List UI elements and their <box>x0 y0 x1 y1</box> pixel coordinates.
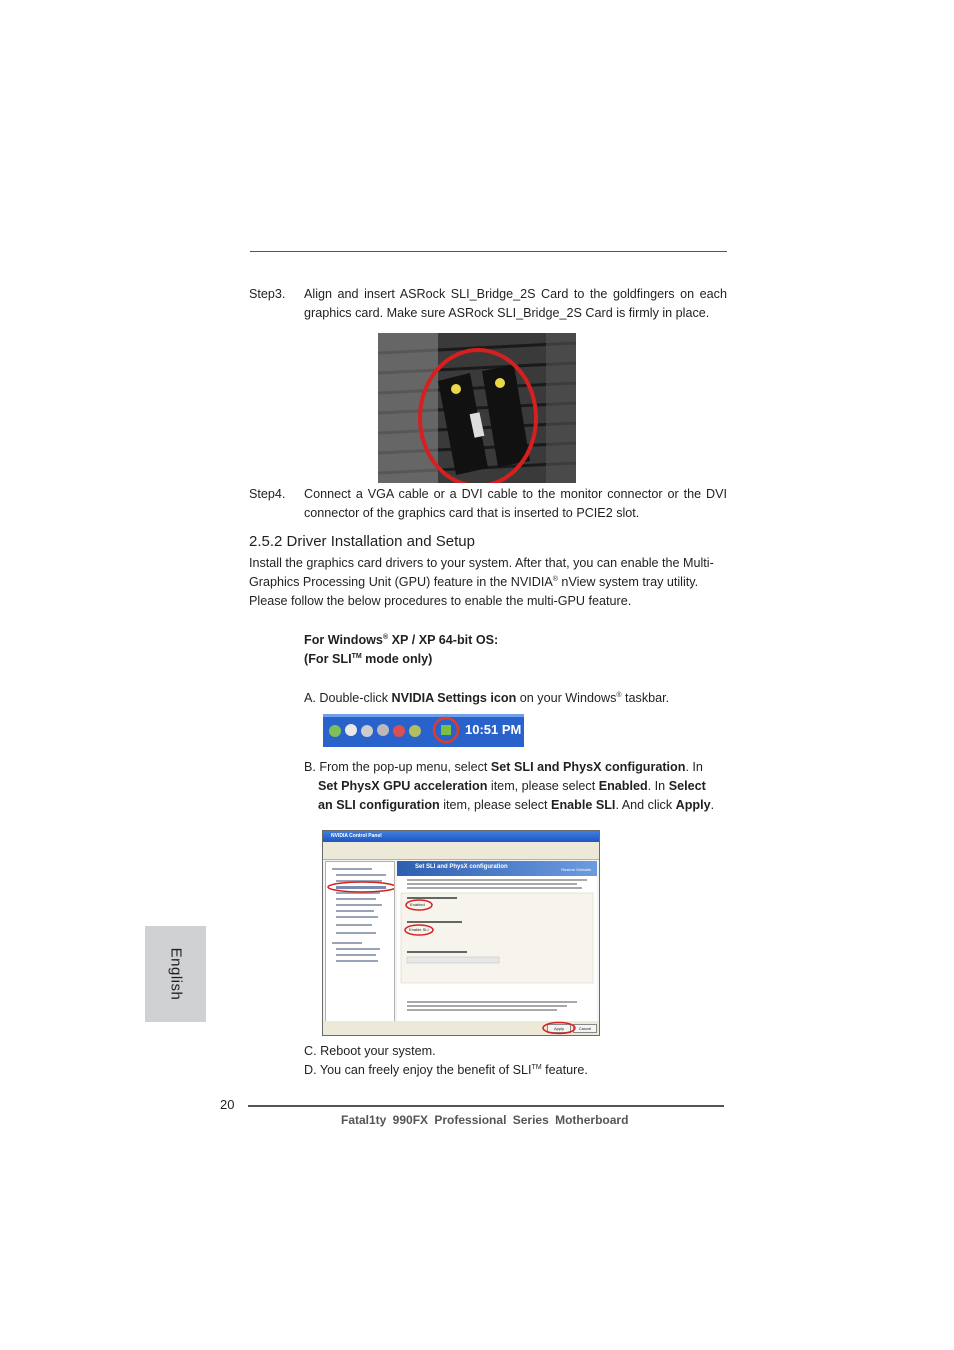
tray-icon <box>345 724 357 736</box>
item-text-bold: Select <box>668 779 706 793</box>
item-b-line2 <box>318 777 706 796</box>
tray-icon <box>361 725 373 737</box>
tray-icon <box>377 724 389 736</box>
item-text-bold: an SLI configuration <box>318 798 440 812</box>
tray-icon <box>393 725 405 737</box>
trademark-mark: TM <box>351 652 362 660</box>
panel-toolbar <box>323 842 599 860</box>
item-text: item, please select <box>487 779 599 793</box>
footer-rule <box>248 1105 724 1107</box>
item-text-bold: Set SLI and PhysX configuration <box>490 760 686 774</box>
panel-page-title: Set SLI and PhysX configuration <box>415 864 508 870</box>
panel-content <box>397 861 597 1021</box>
para-part: nView system tray utility. Please follow the below procedures to enable the multi-GPU feature. <box>249 575 699 608</box>
nvidia-settings-icon[interactable] <box>441 725 451 735</box>
item-c: C. Reboot your system. <box>304 1044 436 1058</box>
section-heading: 2.5.2 Driver Installation and Setup <box>249 533 475 550</box>
cancel-button[interactable]: Cancel <box>573 1024 597 1033</box>
os-text: (For SLI <box>304 652 352 666</box>
item-text-bold: NVIDIA Settings icon <box>391 691 517 705</box>
panel-titlebar <box>323 831 599 842</box>
apply-highlight-ring <box>543 1023 575 1034</box>
item-b-line1 <box>304 758 703 777</box>
item-text-bold: Enabled <box>598 779 648 793</box>
tray-icon <box>329 725 341 737</box>
registered-mark: ® <box>552 575 558 583</box>
item-text: feature. <box>541 1063 588 1077</box>
item-d <box>304 1061 588 1080</box>
enable-sli-option[interactable]: Enable SLI <box>409 927 429 932</box>
trademark-mark: TM <box>531 1063 542 1071</box>
item-text-bold: Enable SLI <box>551 798 616 812</box>
item-text: . In <box>647 779 669 793</box>
panel-footer <box>323 1021 599 1035</box>
os-heading-line2 <box>304 650 432 669</box>
os-text: XP / XP 64-bit OS: <box>388 633 499 647</box>
taskbar-clock: 10:51 PM <box>465 722 522 737</box>
header-rule <box>250 251 727 252</box>
item-text: item, please select <box>439 798 552 812</box>
os-text: mode only) <box>361 652 433 666</box>
registered-mark: ® <box>382 633 389 641</box>
item-text: A. Double-click <box>304 691 392 705</box>
item-text: on your Windows <box>516 691 617 705</box>
step3-text: Align and insert ASRock SLI_Bridge_2S Card to the goldfingers on each graphics card. Make sure ASRock SLI_Bridge_2S Card is firmly in place. <box>304 287 727 320</box>
registered-mark: ® <box>616 691 622 699</box>
step4-label: Step4. <box>249 487 286 501</box>
item-b-line3 <box>318 796 714 815</box>
item-text: D. You can freely enjoy the benefit of SLI <box>304 1063 532 1077</box>
enabled-option[interactable]: Enabled <box>410 902 425 907</box>
item-a <box>304 689 669 708</box>
item-text-bold: Apply <box>675 798 711 812</box>
section-paragraph <box>249 554 727 611</box>
language-side-tab <box>145 926 206 1022</box>
footer-title: Fatal1ty 990FX Professional Series Motherboard <box>341 1113 629 1127</box>
taskbar-screenshot <box>323 714 524 747</box>
item-text-bold: Set PhysX GPU acceleration <box>318 779 488 793</box>
sli-bridge-photo <box>378 333 576 483</box>
panel-nav-tree <box>325 861 395 1023</box>
restore-defaults-link[interactable]: Restore Defaults <box>561 867 591 872</box>
item-text: . And click <box>615 798 676 812</box>
panel-title: NVIDIA Control Panel <box>331 833 382 839</box>
item-text: B. From the pop-up menu, select <box>304 760 491 774</box>
step4-text: Connect a VGA cable or a DVI cable to the monitor connector or the DVI connector of the graphics card that is inserted to PCIE2 slot. <box>304 487 727 520</box>
item-text: . In <box>685 760 703 774</box>
item-text: taskbar. <box>621 691 670 705</box>
tray-icon <box>409 725 421 737</box>
language-label: English <box>167 947 184 1001</box>
apply-button[interactable]: Apply <box>547 1024 571 1033</box>
para-part: Install the graphics card drivers to your system. After that, you can enable the Multi-Graphics Processing Unit (GPU) feature in the NVIDIA <box>249 556 714 589</box>
step3-label: Step3. <box>249 287 286 301</box>
os-heading-line1 <box>304 631 498 650</box>
page-number: 20 <box>220 1097 235 1112</box>
os-text: For Windows <box>304 633 383 647</box>
item-text: . <box>710 798 715 812</box>
nvidia-control-panel-screenshot <box>322 830 600 1036</box>
